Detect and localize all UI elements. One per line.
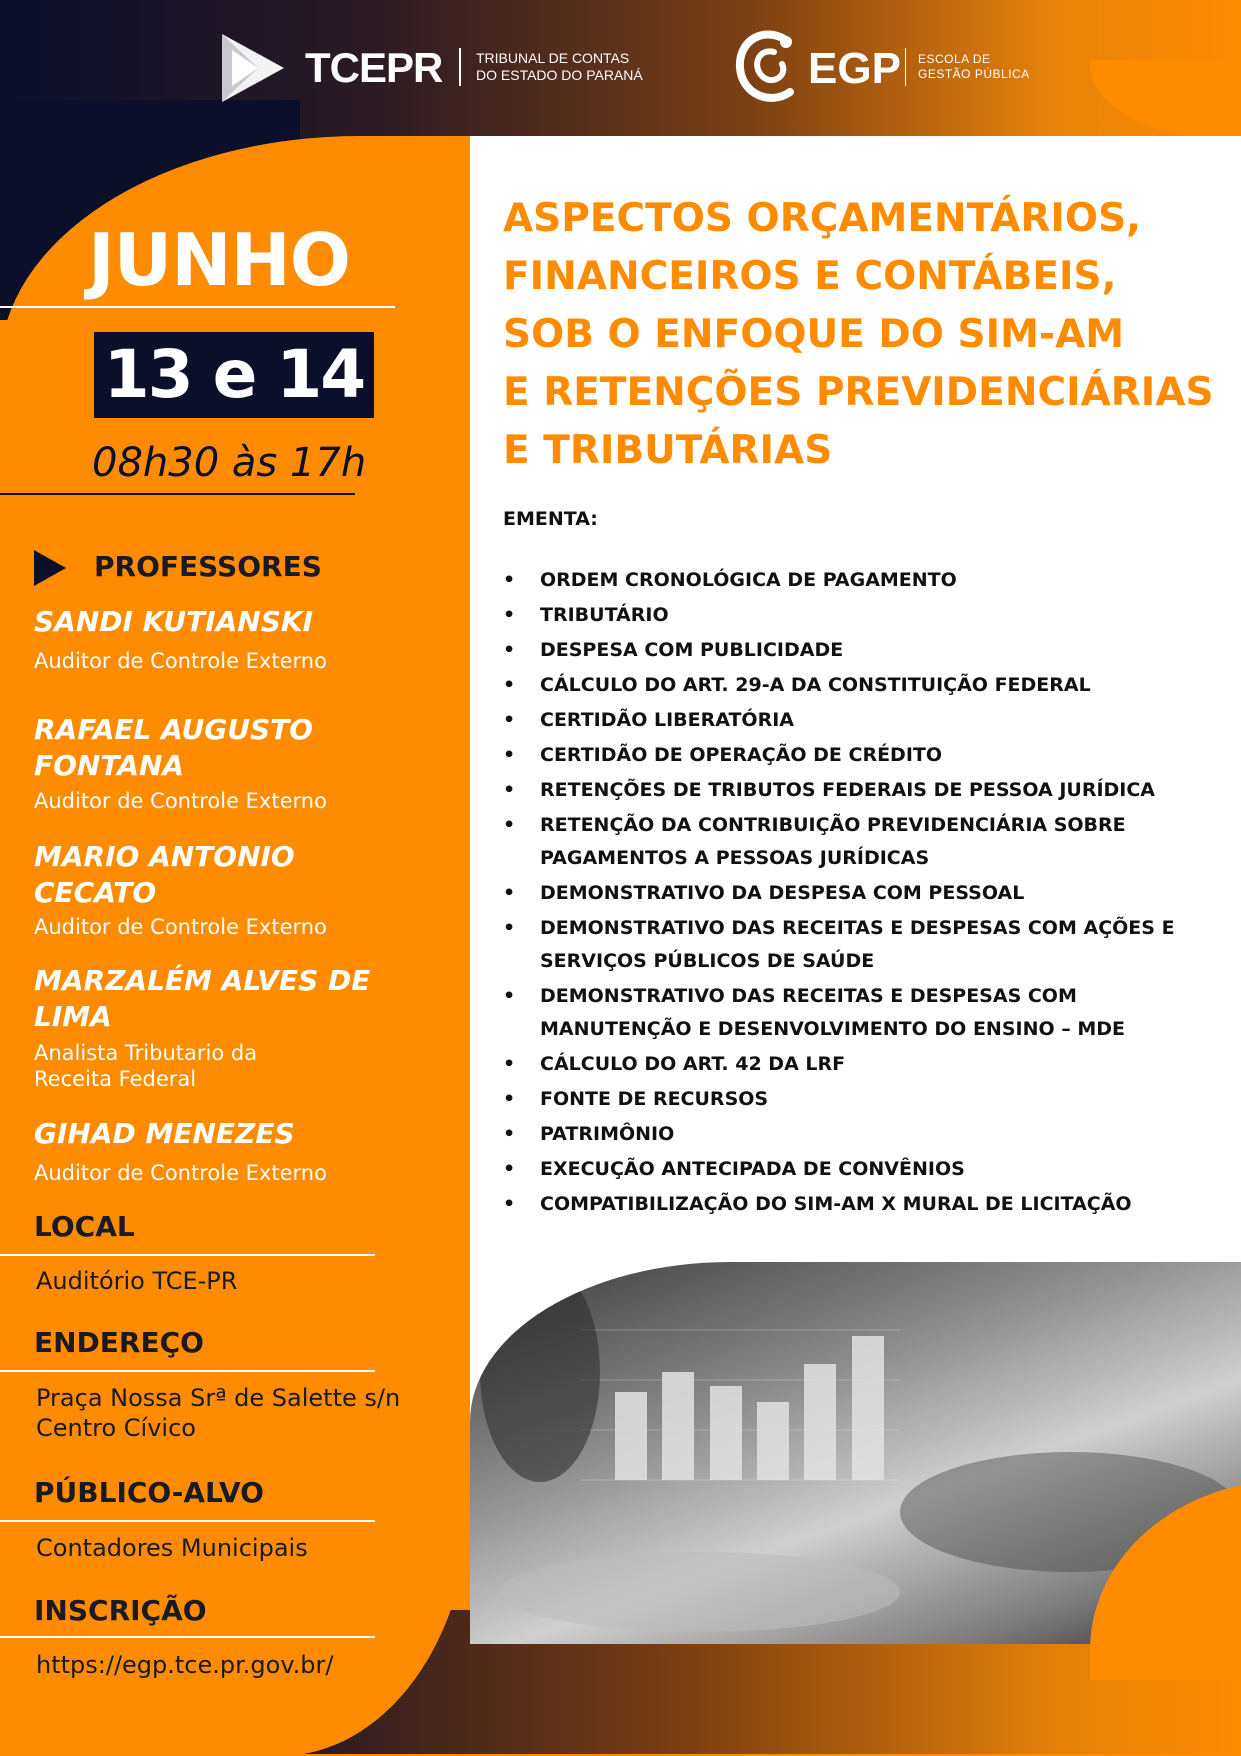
topic-text: CERTIDÃO LIBERATÓRIA [540,709,794,731]
address-line1: Praça Nossa Srª de Salette s/n [36,1384,401,1412]
bullet-icon: • [503,569,516,591]
topic-text: DEMONSTRATIVO DAS RECEITAS E DESPESAS COM AÇÕES E SERVIÇOS PÚBLICOS DE SAÚDE [540,917,1175,972]
professor-role: Auditor de Controle Externo [34,915,327,939]
professor-role: Analista Tributario da Receita Federal [34,1041,258,1091]
topic-text: ORDEM CRONOLÓGICA DE PAGAMENTO [540,569,957,591]
professors-heading: PROFESSORES [94,550,322,583]
address-divider [0,1370,375,1372]
topic-text: RETENÇÕES DE TRIBUTOS FEDERAIS DE PESSOA JURÍDICA [540,779,1156,801]
bullet-icon: • [503,709,516,731]
topic-item [503,599,1183,632]
bullet-icon: • [503,604,516,626]
topic-item [503,1153,1183,1186]
tce-subtitle-line2: DO ESTADO DO PARANÁ [476,67,643,83]
topic-text: FONTE DE RECURSOS [540,1088,769,1110]
topic-text: DEMONSTRATIVO DA DESPESA COM PESSOAL [540,882,1025,904]
topic-item [503,1188,1183,1221]
topic-item [503,1083,1183,1116]
egp-logo-subtitle [918,52,1030,82]
egp-subtitle-line2: GESTÃO PÚBLICA [918,67,1030,81]
topic-text: TRIBUTÁRIO [540,604,669,626]
registration-divider [0,1636,375,1638]
topic-item [503,704,1183,737]
bullet-icon: • [503,1123,516,1145]
topic-item [503,669,1183,702]
professor-role: Auditor de Controle Externo [34,1161,327,1185]
registration-heading: INSCRIÇÃO [34,1594,207,1627]
course-title-line: E TRIBUTÁRIAS [503,428,833,473]
topic-text: CÁLCULO DO ART. 29-A DA CONSTITUIÇÃO FEDERAL [540,674,1091,696]
topics-list [503,564,1183,1223]
professor-name: MARIO ANTONIO CECATO [34,840,295,909]
bullet-icon: • [503,744,516,766]
event-days: 13 e 14 [94,332,374,418]
bullet-icon: • [503,1088,516,1110]
bullet-icon: • [503,1053,516,1075]
course-title-line: E RETENÇÕES PREVIDENCIÁRIAS [503,370,1214,415]
bullet-icon: • [503,779,516,801]
audience-divider [0,1520,375,1522]
address-heading: ENDEREÇO [34,1326,204,1359]
course-title-line: ASPECTOS ORÇAMENTÁRIOS, [503,196,1141,241]
bullet-icon: • [503,674,516,696]
tce-subtitle-line1: TRIBUNAL DE CONTAS [476,50,630,66]
address-line2: Centro Cívico [36,1414,196,1442]
professor-name: RAFAEL AUGUSTO FONTANA [34,713,314,782]
professor-name: MARZALÉM ALVES DE LIMA [34,964,371,1033]
registration-link[interactable]: https://egp.tce.pr.gov.br/ [36,1651,334,1679]
professor-name: SANDI KUTIANSKI [34,605,314,638]
audience-heading: PÚBLICO-ALVO [34,1476,264,1509]
professor-role: Auditor de Controle Externo [34,789,327,813]
bullet-icon: • [503,882,516,904]
topic-item [503,1048,1183,1081]
bullet-icon: • [503,1158,516,1180]
topic-item [503,912,1183,978]
event-time: 08h30 às 17h [92,440,367,486]
local-divider [0,1254,375,1256]
topic-text: PATRIMÔNIO [540,1123,675,1145]
egp-logo-text: EGP [808,44,901,93]
professor-role: Auditor de Controle Externo [34,649,327,673]
egp-subtitle-line1: ESCOLA DE [918,52,991,66]
audience-value: Contadores Municipais [36,1534,308,1562]
bullet-icon: • [503,1193,516,1215]
egp-logo-divider [905,48,906,86]
course-title [503,190,1213,480]
tce-logo-icon [218,28,288,106]
tce-logo-text: TCEPR [305,44,443,91]
professor-name: GIHAD MENEZES [34,1117,295,1150]
bullet-icon: • [503,814,516,836]
topic-text: DESPESA COM PUBLICIDADE [540,639,844,661]
topic-text: CERTIDÃO DE OPERAÇÃO DE CRÉDITO [540,744,943,766]
topic-item [503,739,1183,772]
bullet-icon: • [503,985,516,1007]
topic-text: COMPATIBILIZAÇÃO DO SIM-AM X MURAL DE LICITAÇÃO [540,1193,1132,1215]
topic-item [503,564,1183,597]
bullet-icon: • [503,917,516,939]
local-value: Auditório TCE-PR [36,1267,238,1295]
bullet-icon: • [503,639,516,661]
topic-text: EXECUÇÃO ANTECIPADA DE CONVÊNIOS [540,1158,965,1180]
course-title-line: FINANCEIROS E CONTÁBEIS, [503,254,1117,299]
topic-text: RETENÇÃO DA CONTRIBUIÇÃO PREVIDENCIÁRIA SOBRE PAGAMENTOS A PESSOAS JURÍDICAS [540,814,1126,869]
local-heading: LOCAL [34,1210,135,1243]
topic-text: CÁLCULO DO ART. 42 DA LRF [540,1053,846,1075]
topic-item [503,809,1183,875]
ementa-label: EMENTA: [503,508,598,530]
course-title-line: SOB O ENFOQUE DO SIM-AM [503,312,1125,357]
egp-logo-icon [734,26,802,108]
month-underline [0,306,395,308]
topic-item [503,774,1183,807]
play-arrow-icon [34,550,66,586]
topic-item [503,1118,1183,1151]
event-month: JUNHO [88,218,350,302]
time-underline [0,493,355,495]
topic-item [503,877,1183,910]
topic-text: DEMONSTRATIVO DAS RECEITAS E DESPESAS COM MANUTENÇÃO E DESENVOLVIMENTO DO ENSINO – MDE [540,985,1126,1040]
tce-logo-divider [459,48,461,86]
tce-logo-subtitle [476,50,643,84]
topic-item [503,980,1183,1046]
topic-item [503,634,1183,667]
